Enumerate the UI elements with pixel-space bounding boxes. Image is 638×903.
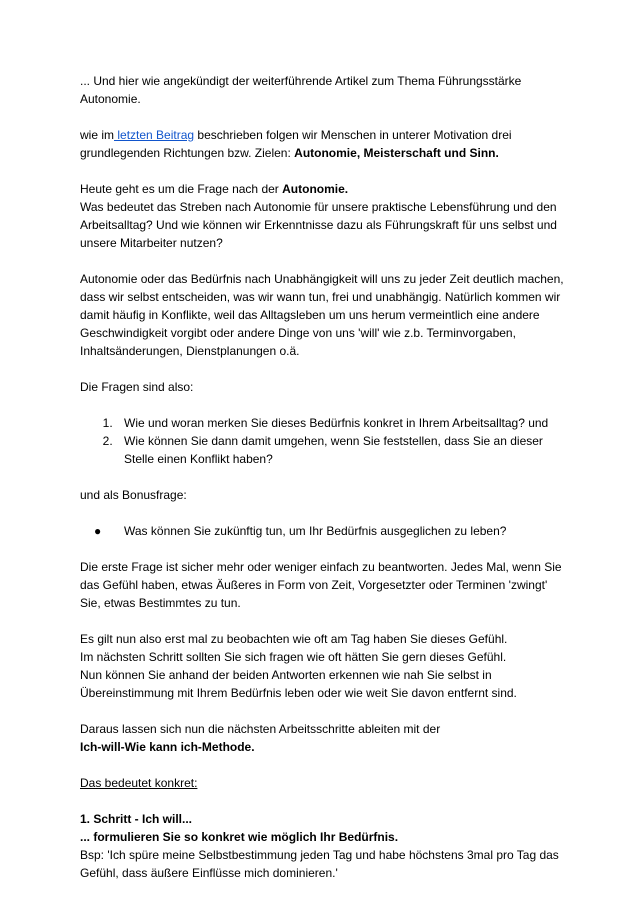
previous-article-link[interactable]: letzten Beitrag [114, 128, 195, 142]
method-paragraph [80, 720, 570, 756]
method-intro-text: Daraus lassen sich nun die nächsten Arbeitsschritte ableiten mit der [80, 722, 441, 736]
question-item [116, 414, 570, 432]
autonomy-question-pre: Heute geht es um die Frage nach der [80, 182, 283, 196]
intro-text: ... Und hier wie angekündigt der weiterführende Artikel zum Thema Führungsstärke Autonomie. [80, 74, 522, 106]
autonomy-definition-paragraph [80, 270, 570, 360]
concrete-heading-paragraph [80, 774, 570, 792]
questions-intro-text: Die Fragen sind also: [80, 380, 194, 394]
observation-line-3: Nun können Sie anhand der beiden Antworten erkennen wie nah Sie selbst in Übereinstimmung mit Ihrem Bedürfnis leben oder wie weit Sie davon entfernt sind. [80, 668, 517, 700]
questions-list [80, 414, 570, 468]
method-name-bold: Ich-will-Wie kann ich-Methode. [80, 740, 255, 754]
observation-line-1: Es gilt nun also erst mal zu beobachten wie oft am Tag haben Sie dieses Gefühl. [80, 632, 508, 646]
previous-article-paragraph [80, 126, 570, 162]
autonomy-question-rest: Was bedeutet das Streben nach Autonomie für unsere praktische Lebensführung und den Arbeitsalltag? Und wie können wir Erkenntnisse dazu als Führungskraft für uns selbst und unsere Mitarbeiter nutzen? [80, 200, 557, 250]
bullet-icon: ● [94, 524, 102, 538]
bonus-item [94, 522, 570, 540]
observation-paragraph [80, 630, 570, 702]
document-page [80, 72, 570, 900]
step-one-instruction: ... formulieren Sie so konkret wie möglich Ihr Bedürfnis. [80, 830, 399, 844]
bonus-question-text: Was können Sie zukünftig tun, um Ihr Bedürfnis ausgeglichen zu leben? [124, 524, 507, 538]
concrete-heading: Das bedeutet konkret: [80, 776, 198, 790]
autonomy-bold: Autonomie. [282, 182, 349, 196]
previous-article-mid: beschrieben folgen wir Menschen in unterer Motivation drei grundlegenden Richtungen bzw. Zielen: [80, 128, 512, 160]
intro-paragraph [80, 72, 570, 108]
bonus-intro-paragraph [80, 486, 570, 504]
step-one-paragraph [80, 810, 570, 882]
previous-article-pre: wie im [80, 128, 115, 142]
question-text: Wie können Sie dann damit umgehen, wenn Sie feststellen, dass Sie an dieser Stelle einen Konflikt haben? [124, 434, 543, 466]
observation-line-2: Im nächsten Schritt sollten Sie sich fragen wie oft hätten Sie gern dieses Gefühl. [80, 650, 507, 664]
step-one-title: 1. Schritt - Ich will... [80, 812, 193, 826]
question-item [116, 432, 570, 468]
questions-intro-paragraph [80, 378, 570, 396]
bonus-list [80, 522, 570, 540]
first-question-answer-paragraph [80, 558, 570, 612]
question-text: Wie und woran merken Sie dieses Bedürfnis konkret in Ihrem Arbeitsalltag? und [124, 416, 549, 430]
first-question-answer-text: Die erste Frage ist sicher mehr oder weniger einfach zu beantworten. Jedes Mal, wenn Sie das Gefühl haben, etwas Äußeres in Form von Zeit, Vorgesetzter oder Terminen 'zwingt' Sie, etwas Bestimmtes zu tun. [80, 560, 562, 610]
autonomy-definition-text: Autonomie oder das Bedürfnis nach Unabhängigkeit will uns zu jeder Zeit deutlich machen, dass wir selbst entscheiden, was wir wann tun, frei und unabhängig. Natürlich kommen wir damit häufig in Konflikte, weil das Alltagsleben um uns herum vermeintlich eine andere Geschwindigkeit vorgibt oder andere Dinge von uns 'will' wie z.b. Terminvorgaben, Inhaltsänderungen, Dienstplanungen o.ä. [80, 272, 564, 358]
bonus-intro-text: und als Bonusfrage: [80, 488, 187, 502]
autonomy-question-paragraph [80, 180, 570, 252]
three-goals-bold: Autonomie, Meisterschaft und Sinn. [294, 146, 499, 160]
step-one-example: Bsp: 'Ich spüre meine Selbstbestimmung jeden Tag und habe höchstens 3mal pro Tag das Gefühl, dass äußere Einflüsse mich dominieren.' [80, 848, 559, 880]
